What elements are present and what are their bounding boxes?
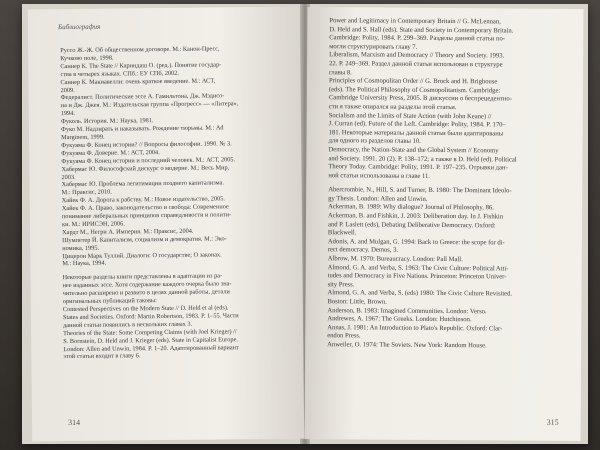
text-line: на и Дж. Джея. М.: Издательская группа «Прогресс» — «Литера»,: [60, 100, 239, 110]
text-line: Ackerman, B. and Fishkin, J. 2003: Deliberation day. In J. Fishkin: [328, 212, 504, 221]
text-line: D. Held and S. Hall (eds). State and Society in Contemporary Britain.: [329, 25, 514, 35]
text-line: S. Bornstein, D. Held and J. Krieger (eds). State in Capitalist Europe.: [63, 335, 238, 345]
left-page-text: [60, 45, 291, 362]
text-line: sity Press.: [327, 281, 355, 289]
text-line: Andrewes, A. 1967: The Greeks. London: Hutchinson.: [327, 315, 472, 324]
text-line: Федералист. Политические эссе А. Гамильтона, Дж. Мэдисо-: [60, 92, 225, 102]
text-line: Хайек Ф. А. Дорога к рабству. М.: Новое издательство, 2005.: [61, 195, 225, 205]
text-line: Anderson, B. 1983: Imagined Communities. London: Verso.: [327, 306, 487, 315]
text-line: Фукуяма Ф. Конец истории? // Вопросы философии. 1990. № 3.: [61, 140, 232, 149]
text-line: Хардт М., Негри А. Империя. М.: Праксис, 2004.: [62, 227, 194, 236]
text-line: 2009.: [60, 86, 75, 94]
text-line: (eds). The Political Philosophy of Cosmopolitanism. Cambridge:: [328, 85, 501, 95]
text-line: Кучково поле, 1998.: [60, 54, 114, 63]
text-line: Шумпетер Й. Капитализм, социализм и демократия. М.: Эко-: [62, 235, 227, 244]
text-line: нее изданных эссе. Хотя содержание каждого очерка было зна-: [62, 280, 232, 290]
text-line: Albrow, M. 1970: Bureaucracy. London: Pall Mall.: [327, 255, 463, 264]
text-line: 1994.: [60, 110, 76, 118]
text-line: Liberalism, Marxism and Democracy // Theory and Society. 1993.: [329, 51, 505, 60]
text-line: Cambridge: Polity, 1984. P. 299–369. Разделы данной статьи по-: [329, 34, 506, 43]
text-line: могли структурировать главу 7.: [329, 42, 418, 51]
text-line: сти я также опирался на разделы этой статьи.: [328, 103, 457, 112]
text-line: Anweiler, O. 1974: The Soviets. New York: Random House.: [327, 341, 487, 350]
left-running-head: Библиография: [57, 22, 101, 32]
text-line: 22. P. 249–369. Раздел данной статьи использован в структуре: [329, 60, 503, 69]
left-page: [28, 7, 305, 442]
text-line: States and Societies. Oxford: Martin Robertson, 1983. P. 1–55. Части: [62, 312, 239, 321]
text-line: понимание либеральных принципов справедливости и полити-: [61, 211, 232, 221]
text-line: Abercrombie, N., Hill, S. and Turner, B. 1980: The Dominant Ideolo-: [328, 186, 512, 195]
text-line: главы 8.: [329, 68, 352, 76]
right-page-text: [327, 17, 569, 351]
text-line: Хабермас Ю. Философский дискурс о модерне. М.: Весь Мир,: [61, 163, 230, 173]
text-line: данной статьи появились в нескольких главах 3.: [63, 320, 193, 329]
text-line: Ackerman, B. 1989: Why dialogue? Journal of Philosophy, 86.: [328, 203, 494, 212]
text-line: gy Thesis. London: Allen and Unwin.: [328, 195, 428, 203]
right-page-number: 315: [546, 417, 559, 427]
text-line: М.: Праксис, 2010.: [61, 188, 112, 197]
text-line: Фукуяма Ф. Конец истории и последний человек. М.: АСТ, 2005.: [61, 155, 236, 165]
text-line: Boston: Little, Brown.: [327, 298, 387, 306]
text-line: Цицерон Марк Туллий. Диалоги: О государстве; О законах.: [62, 250, 222, 260]
text-line: rect democracy. Demos, 3.: [327, 246, 399, 255]
text-line: Almond, G. A. and Verba, S. (eds) 1980: The Civic Culture Revisited.: [327, 289, 513, 298]
text-line: ки. М.: ИРИСЭН, 2006.: [61, 220, 125, 229]
text-line: Socialism and the Limits of State Action (with John Keane) //: [328, 111, 492, 120]
open-book: [22, 4, 588, 444]
text-line: Саннер К. Макиавелли: очень краткое введение. М.: АСТ,: [60, 77, 216, 86]
text-line: Хабермас Ю. Проблема легитимации позднего капитализма.: [61, 179, 224, 189]
text-line: Фуко М. Надзирать и наказывать. Рождение тюрьмы. М.: Ad: [60, 124, 224, 134]
text-line: Хайек Ф. А. Право, законодательство и свобода: Современное: [61, 203, 229, 213]
text-line: 2003.: [61, 173, 76, 181]
text-line: Фуколь. История. М.: Наука, 1981.: [60, 117, 154, 126]
text-line: Power and Legitimacy in Contemporary Britain // G. McLennan,: [329, 17, 501, 26]
text-line: and P. Laslett (eds), Debating Deliberative Democracy. Oxford:: [327, 220, 496, 230]
text-line: Contested Perspectives on the Modern State // D. Held et al (eds).: [62, 304, 229, 314]
text-line: 181. Некоторые материалы данной статьи были адаптированы: [328, 128, 504, 138]
text-line: endon Press.: [327, 332, 361, 340]
text-line: London: Allen and Unwin, 1984. P. 1–20. Адаптированный вариант: [63, 343, 239, 353]
text-line: Adonis, A. and Mulgan, G. 1994: Back to Greece: the scope for di-: [327, 238, 505, 247]
left-page-number: 314: [68, 417, 81, 428]
text-line: для одного из разделов главы 10.: [328, 137, 421, 146]
text-line: tudes and Democracy in Five Nations. Princeton: Princeton Univer-: [327, 272, 507, 281]
text-line: Фукуяма Ф. Доверие. М.: АСТ, 2004.: [61, 148, 160, 157]
text-line: оригинальных публикаций таковы:: [62, 297, 157, 306]
text-line: ной статьи использованы в главе 11.: [328, 171, 430, 180]
right-page: [304, 7, 583, 441]
text-line: этой статьи входит в главу 6.: [63, 352, 141, 361]
text-line: ства в четырех языках. СПб.: ЕУ СПб, 2002.: [60, 69, 180, 78]
text-line: Democracy, the Nation-State and the Global System // Economy: [328, 146, 499, 155]
text-line: Theories of the State: Some Competing Claims (with Joel Krieger) //: [63, 327, 237, 337]
text-line: and Society. 1991. 20 (2). P. 138–172; а также в D. Held (ed). Political: [328, 154, 517, 164]
text-line: М.: Наука, 1994.: [62, 260, 107, 268]
text-line: Almond, G. A. and Verba, S. 1963: The Civic Culture: Political Atti-: [327, 263, 509, 273]
text-line: Руссо Ж.-Ж. Об общественном договоре. М.: Канон-Пресс,: [60, 45, 220, 55]
text-line: J. Curran (ed). Future of the Left. Cambridge: Polity, 1984. P. 170–: [328, 120, 506, 129]
text-line: Cambridge University Press, 2005. В дискуссии о беспрецедентно-: [328, 94, 512, 103]
text-line: Principles of Cosmopolitan Order // G. Brock and H. Brighouse: [328, 77, 498, 86]
text-line: Theory Today. Cambridge: Polity, 1991. P. 197–235. Отрывки дан-: [328, 163, 508, 172]
text-line: Blackwell.: [327, 229, 357, 237]
text-line: Саннер К. The State // Кариндаш О. (ред.). Понятие государ-: [60, 61, 222, 70]
text-line: Некоторые разделы книги представлены в адаптации из ра-: [62, 272, 223, 282]
text-line: Marginem, 1999.: [61, 133, 105, 142]
text-line: чительно расширено и развито в целях данной работы, детали: [62, 288, 230, 298]
text-line: номика, 1995.: [62, 244, 100, 252]
text-line: Annas, J. 1981: An Introduction to Plato's Republic. Oxford: Clar-: [327, 323, 503, 333]
